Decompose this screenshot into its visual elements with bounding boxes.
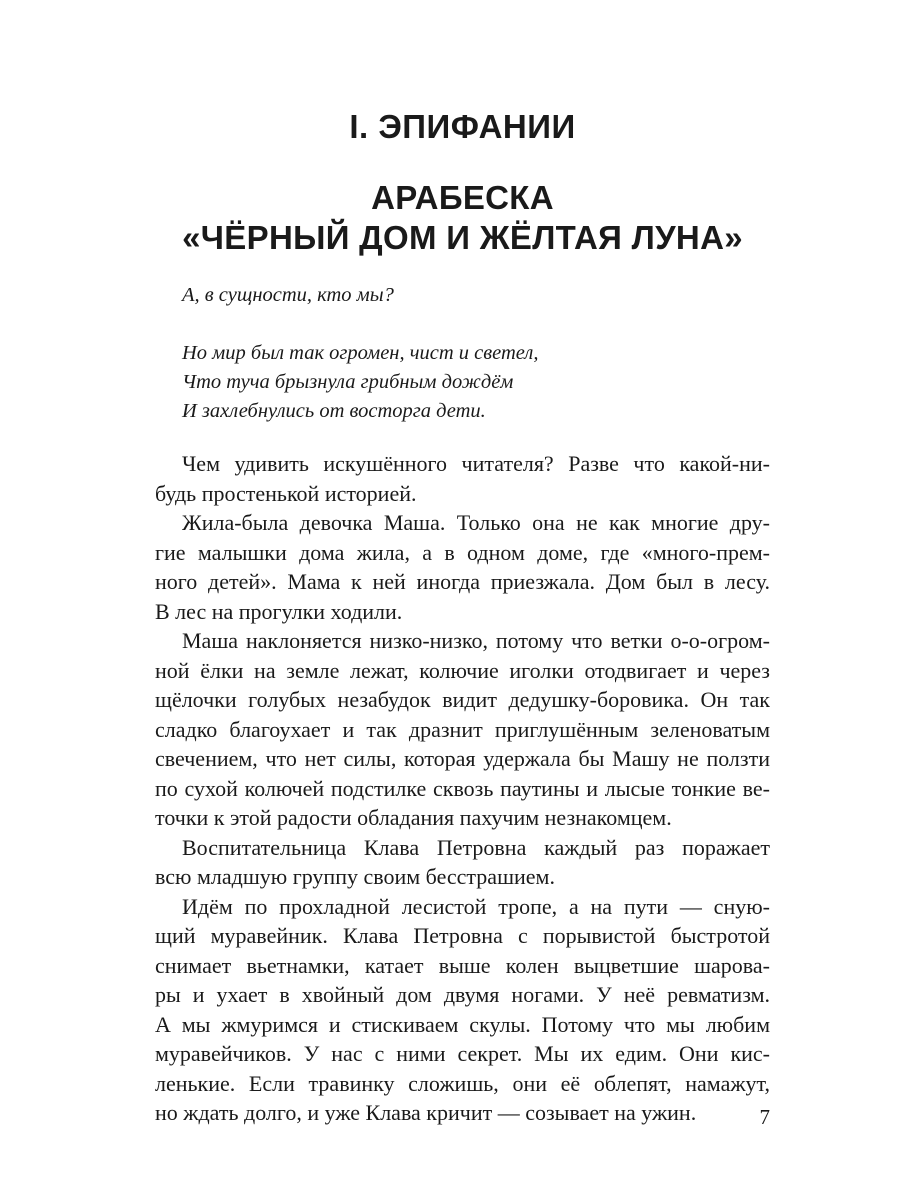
paragraph-line: но ждать долго, и уже Клава кричит — созывает на ужин. [155, 1100, 697, 1125]
book-page [155, 0, 770, 1200]
epigraph [182, 281, 742, 426]
paragraph-line: по сухой колючей подстилке сквозь паутины и лысые тонкие ве- [155, 775, 770, 801]
paragraph-line: ного детей». Мама к ней иногда приезжала. Дом был в лесу. [155, 569, 770, 594]
paragraph-line: Воспитательница Клава Петровна каждый раз поражает [182, 834, 770, 860]
paragraph-line: муравейчиков. У нас с ними секрет. Мы их едим. Они кис- [155, 1041, 770, 1066]
paragraph-line: всю младшую группу своим бесстрашием. [155, 864, 555, 889]
paragraph-line: гие малышки дома жила, а в одном доме, где «много-прем- [155, 539, 770, 565]
paragraph-line: будь простенькой историей. [155, 480, 417, 506]
epigraph-verse-line: Что туча брызнула грибным дождём [182, 371, 514, 393]
epigraph-question: А, в сущности, кто мы? [182, 284, 394, 306]
paragraph-line: ленькие. Если травинку сложишь, они её облепят, намажут, [155, 1070, 770, 1096]
paragraph-line: снимает вьетнамки, катает выше колен выцветшие шарова- [155, 952, 770, 978]
paragraph-line: ры и ухает в хвойный дом двумя ногами. У неё ревматизм. [155, 982, 770, 1007]
epigraph-verse-line: Но мир был так огромен, чист и светел, [182, 342, 539, 364]
paragraph-line: точки к этой радости обладания пахучим незнакомцем. [155, 805, 672, 830]
paragraph-line: сладко благоухает и так дразнит приглушённым зеленоватым [155, 716, 770, 742]
paragraph-line: щёлочки голубых незабудок видит дедушку-боровика. Он так [155, 687, 770, 712]
paragraph-line: свечением, что нет силы, которая удержала бы Машу не ползти [155, 746, 770, 771]
story-title-line-2: «ЧЁРНЫЙ ДОМ И ЖЁЛТАЯ ЛУНА» [182, 219, 743, 256]
page-number: 7 [759, 1105, 770, 1129]
paragraph-line: щий муравейник. Клава Петровна с порывистой быстротой [155, 923, 770, 948]
paragraph-line: Жила-была девочка Маша. Только она не как многие дру- [182, 510, 770, 535]
paragraph-line: ной ёлки на земле лежат, колючие иголки отодвигает и через [155, 657, 770, 683]
epigraph-verse-line: И захлебнулись от восторга дети. [182, 400, 486, 422]
paragraph-line: Идём по прохладной лесистой тропе, а на пути — сную- [182, 893, 770, 919]
paragraph-line: Чем удивить искушённого читателя? Разве что какой-ни- [182, 451, 770, 476]
story-title-line-1: АРАБЕСКА [371, 179, 554, 216]
body-text [155, 449, 770, 1128]
paragraph-line: Маша наклоняется низко-низко, потому что ветки о-о-огром- [182, 628, 770, 653]
paragraph-line: В лес на прогулки ходили. [155, 598, 403, 624]
paragraph-line: А мы жмуримся и стискиваем скулы. Потому что мы любим [155, 1011, 770, 1037]
story-title [155, 178, 770, 258]
chapter-title: I. ЭПИФАНИИ [349, 108, 576, 145]
